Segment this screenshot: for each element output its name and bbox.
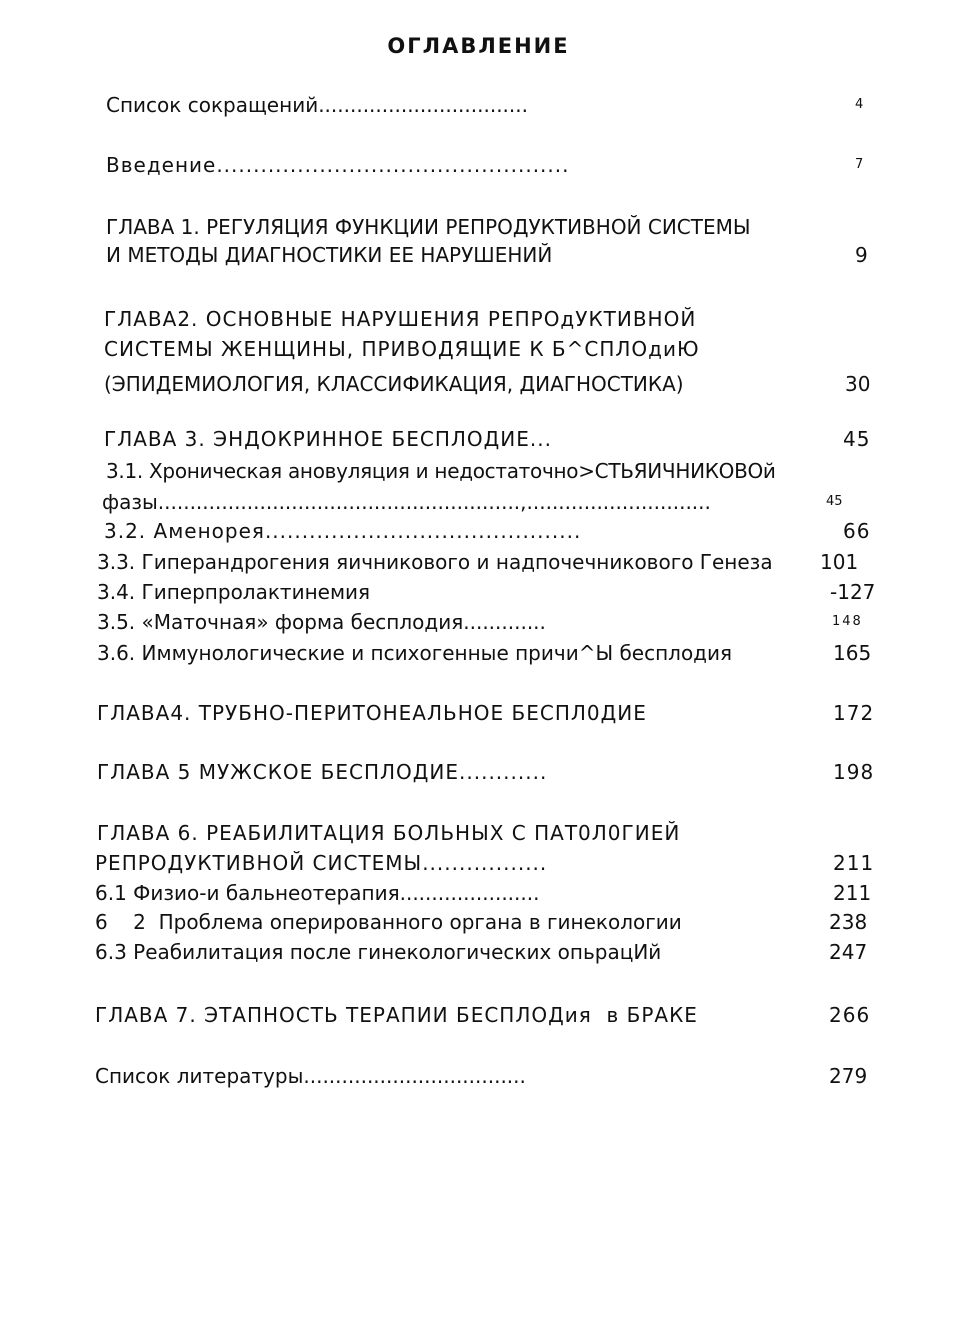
toc-entry-text: 3.1. Хроническая ановуляция и недостаточно>СТЬЯИЧНИКОВОй <box>106 459 776 483</box>
toc-entry-page: 9 <box>855 243 868 267</box>
toc-entry-text: 3.6. Иммунологические и психогенные причи^Ы бесплодия <box>97 641 733 665</box>
toc-entry-page: 198 <box>833 760 875 784</box>
toc-entry-text: 6.3 Реабилитация после гинекологических опьрацИй <box>95 940 662 964</box>
toc-entry-text: ГЛАВА 6. РЕАБИЛИТАЦИЯ БОЛЬНЫХ С ПАТ0Л0ГИЕЙ <box>97 821 681 845</box>
toc-entry-text: ГЛАВА2. ОСНОВНЫЕ НАРУШЕНИЯ РЕПРОдУКТИВНОЙ <box>104 307 697 331</box>
toc-entry-page: -127 <box>830 580 876 604</box>
toc-entry-page: 247 <box>829 940 868 964</box>
toc-entry-page: 45 <box>826 494 843 509</box>
toc-entry-page: 30 <box>845 372 871 396</box>
toc-entry-page: 148 <box>832 614 863 629</box>
toc-entry-page: 66 <box>843 519 871 543</box>
toc-title: ОГЛАВЛЕНИЕ <box>387 34 570 58</box>
toc-entry-page: 266 <box>829 1003 871 1027</box>
toc-entry-text: фазы.........................................................,............................. <box>102 490 711 514</box>
toc-entry-page: 238 <box>829 910 868 934</box>
toc-entry-page: 4 <box>855 97 864 112</box>
toc-entry-text: РЕПРОДУКТИВНОЙ СИСТЕМЫ................. <box>95 851 548 875</box>
toc-entry-text: 6 2 Проблема оперированного органа в гинекологии <box>95 910 682 934</box>
toc-entry-page: 165 <box>833 641 872 665</box>
toc-entry-text: 3.3. Гиперандрогения яичникового и надпочечникового Генеза <box>97 550 773 574</box>
toc-entry-text: 3.2. Аменорея........................................... <box>104 519 582 543</box>
toc-entry-page: 172 <box>833 701 875 725</box>
toc-entry-text: Список литературы................................... <box>95 1064 526 1088</box>
toc-entry-page: 45 <box>843 427 871 451</box>
toc-entry-page: 279 <box>829 1064 868 1088</box>
toc-entry-text: Введение................................................ <box>106 153 570 177</box>
toc-entry-page: 211 <box>833 881 872 905</box>
toc-entry-text: ГЛАВА 3. ЭНДОКРИННОЕ БЕСПЛОДИЕ... <box>104 427 552 451</box>
toc-entry-page: 101 <box>820 550 859 574</box>
toc-entry-text: 6.1 Физио-и бальнеотерапия...................... <box>95 881 540 905</box>
toc-entry-text: СИСТЕМЫ ЖЕНЩИНЫ, ПРИВОДЯЩИЕ К Б^СПЛОдиЮ <box>104 337 700 361</box>
toc-entry-text: ГЛАВА 7. ЭТАПНОСТЬ ТЕРАПИИ БЕСПЛОДия в БРАКЕ <box>95 1003 698 1027</box>
toc-entry-text: ГЛАВА4. ТРУБНО-ПЕРИТОНЕАЛЬНОЕ БЕСПЛ0ДИЕ <box>97 701 647 725</box>
toc-entry-text: Список сокращений................................. <box>106 93 528 117</box>
toc-entry-text: 3.5. «Маточная» форма бесплодия............. <box>97 610 546 634</box>
toc-entry-text: ГЛАВА 5 МУЖСКОЕ БЕСПЛОДИЕ............ <box>97 760 548 784</box>
toc-entry-text: ГЛАВА 1. РЕГУЛЯЦИЯ ФУНКЦИИ РЕПРОДУКТИВНОЙ СИСТЕМЫ <box>106 215 751 239</box>
toc-entry-text: (ЭПИДЕМИОЛОГИЯ, КЛАССИФИКАЦИЯ, ДИАГНОСТИКА) <box>104 372 684 396</box>
toc-entry-page: 211 <box>833 851 875 875</box>
toc-entry-page: 7 <box>855 157 865 172</box>
toc-entry-text: И МЕТОДЫ ДИАГНОСТИКИ ЕЕ НАРУШЕНИЙ <box>106 243 553 267</box>
toc-entry-text: 3.4. Гиперпролактинемия <box>97 580 371 604</box>
